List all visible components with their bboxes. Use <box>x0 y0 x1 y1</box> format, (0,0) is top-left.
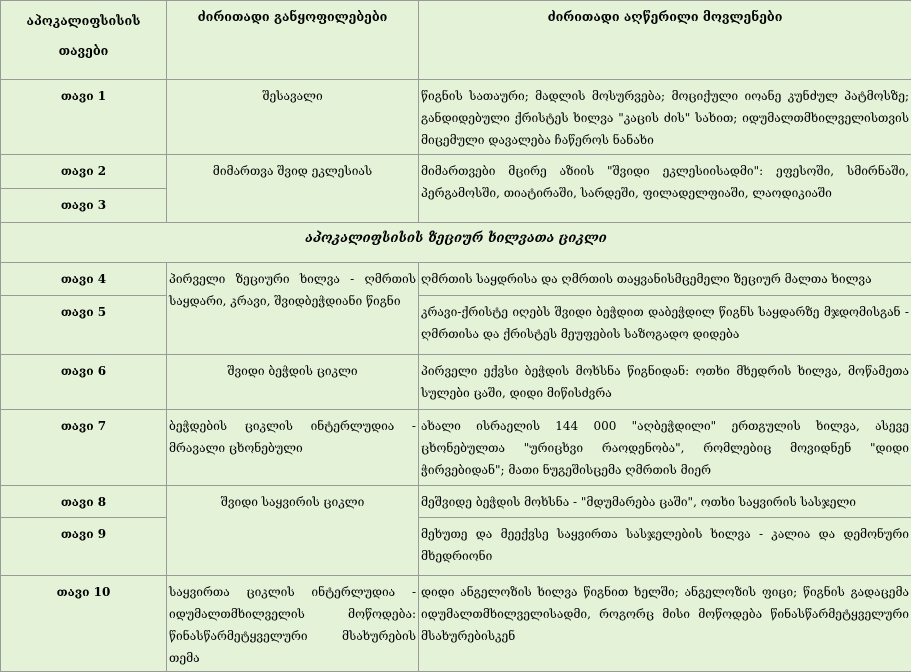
events-cell: კრავი-ქრისტე იღებს შვიდი ბეჭდით დაბეჭდილ წიგნს საყდარზე მჯდომისგან - ღმრთისა და ქრისტეს მეუფების საზოგადო დიდება <box>419 296 911 355</box>
events-cell: დიდი ანგელოზის ხილვა წიგნით ხელში; ანგელოზის ფიცი; წიგნის გადაცემა იდუმალთმხილველისადმი, როგორც მისი მოწოდება წინასწარმეტყველური მსახურებისკენ <box>419 576 911 672</box>
chapter-cell: თავი 1 <box>1 80 167 155</box>
section-cell: პირველი ზეციური ხილვა - ღმრთის საყდარი, კრავი, შვიდბეჭდიანი წიგნი <box>167 263 419 355</box>
table-row <box>1 518 911 576</box>
events-cell: ახალი ისრაელის 144 000 "აღბეჭდილი" ერთგულის ხილვა, ასევე ცხონებულთა "ურიცხვი რაოდენობა", რომლებიც მოვიდნენ "დიდი ჭირვებიდან"; მათი ნუგეშისცემა ღმრთის მიერ <box>419 410 911 486</box>
section-span-row <box>1 223 911 263</box>
table-row <box>1 355 911 410</box>
section-cell: მიმართვა შვიდ ეკლესიას <box>167 155 419 223</box>
chapter-cell: თავი 3 <box>1 189 167 223</box>
table-row <box>1 155 911 189</box>
chapter-cell: თავი 10 <box>1 576 167 672</box>
header-events: ძირითადი აღწერილი მოვლენები <box>419 1 911 80</box>
chapter-cell: თავი 5 <box>1 296 167 355</box>
section-cell: ბეჭდების ციკლის ინტერლუდია - მრავალი ცხონებული <box>167 410 419 486</box>
events-cell: პირველი ექვსი ბეჭდის მოხსნა წიგნიდან: ოთხი მხედრის ხილვა, მოწამეთა სულები ცაში, დიდი მიწისძვრა <box>419 355 911 410</box>
section-cell: შვიდი საყვირის ციკლი <box>167 486 419 576</box>
chapter-cell: თავი 2 <box>1 155 167 189</box>
events-cell: ღმრთის საყდრისა და ღმრთის თაყვანისმცემელი ზეციურ მალთა ხილვა <box>419 263 911 296</box>
table-row <box>1 80 911 155</box>
chapter-cell: თავი 7 <box>1 410 167 486</box>
chapter-cell: თავი 9 <box>1 518 167 576</box>
events-cell: წიგნის სათაური; მადლის მოსურვება; მოციქული იოანე კუნძულ პატმოსზე; განდიდებული ქრისტეს ხილვა "კაცის ძის" სახით; იდუმალთმხილველისთვის მიცემული დავალება ჩაწეროს ნანახი <box>419 80 911 155</box>
table-row <box>1 296 911 355</box>
section-cell: შესავალი <box>167 80 419 155</box>
chapter-cell: თავი 4 <box>1 263 167 296</box>
cycle-title: აპოკალიფსისის ზეციურ ხილვათა ციკლი <box>1 223 911 263</box>
table-row <box>1 576 911 672</box>
chapter-cell: თავი 6 <box>1 355 167 410</box>
events-cell: მიმართვები მცირე აზიის "შვიდი ეკლესიისადმი": ეფესოში, სმირნაში, პერგამოსში, თიატირაში, სარდეში, ფილადელფიაში, ლაოდიკიაში <box>419 155 911 223</box>
section-cell: საყვირთა ციკლის ინტერლუდია - იდუმალთმხილველის მოწოდება: წინასწარმეტყველური მსახურების თემა <box>167 576 419 672</box>
section-cell: შვიდი ბეჭდის ციკლი <box>167 355 419 410</box>
table-row <box>1 486 911 518</box>
table-row <box>1 410 911 486</box>
header-sections: ძირითადი განყოფილებები <box>167 1 419 80</box>
chapter-cell: თავი 8 <box>1 486 167 518</box>
header-chapters: აპოკალიფსისის თავები <box>1 1 167 80</box>
events-cell: მეშვიდე ბეჭდის მოხსნა - "მდუმარება ცაში", ოთხი საყვირის სასჯელი <box>419 486 911 518</box>
table-row <box>1 263 911 296</box>
header-row <box>1 1 911 80</box>
events-cell: მეხუთე და მეექვსე საყვირთა სასჯელების ხილვა - კალია და დემონური მხედრიონი <box>419 518 911 576</box>
